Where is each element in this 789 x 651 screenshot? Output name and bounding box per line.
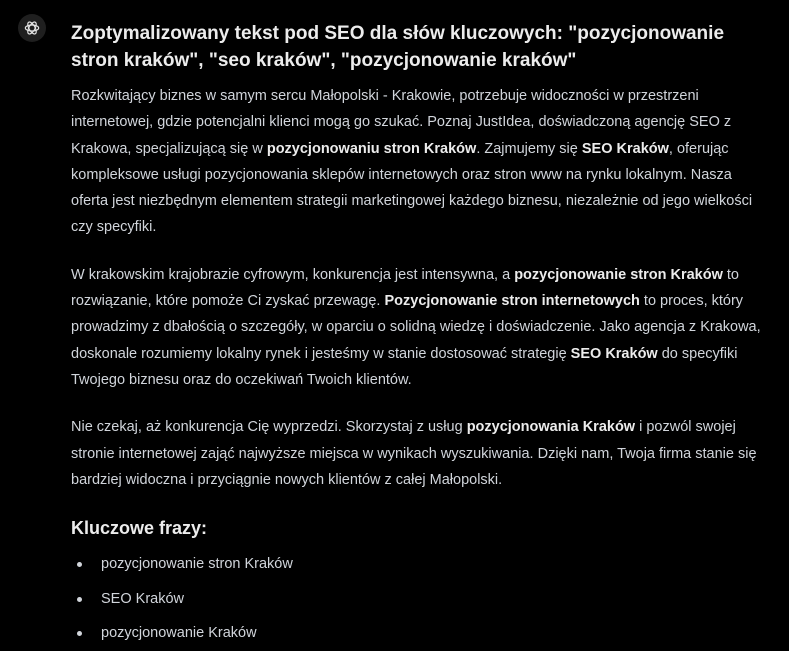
text-run: to rozwiązanie, które pomoże Ci zyskać przewagę. <box>71 266 739 310</box>
bullet-dot <box>77 562 82 567</box>
text-run: W krakowskim krajobrazie cyfrowym, konkurencja jest intensywna, a <box>71 266 515 283</box>
bullet-dot <box>77 631 82 636</box>
bullet-dot <box>77 597 82 602</box>
bold-keyword: pozycjonowaniu stron Kraków <box>266 140 477 157</box>
text-run: Nie czekaj, aż konkurencja Cię wyprzedzi. Skorzystaj z usług <box>71 419 467 436</box>
text-run: i pozwól swojej stronie internetowej zająć najwyższe miejsca w wynikach wyszukiwania. Dzięki nam, Twoja firma stanie się bardziej widoczna i przyciągnie nowych klientów z całej Małopolski. <box>71 419 757 488</box>
text-run: do specyfiki Twojego biznesu oraz do oczekiwań Twoich klientów. <box>71 345 738 388</box>
openai-logo-icon <box>22 18 42 38</box>
text-run: Rozkwitający biznes w samym sercu Małopolski - Krakowie, potrzebuje widoczności w przestrzeni internetowej, gdzie potencjalni klienci mogą go szukać. Poznaj JustIdea, doświadczoną agencję SEO z Krakowa, specjalizującą się w <box>71 88 732 157</box>
paragraph-2 <box>71 262 761 393</box>
text-run: , oferując kompleksowe usługi pozycjonowania sklepów internetowych oraz stron www na rynku lokalnym. Nasza oferta jest niezbędnym elementem strategii marketingowej każdego biznesu, niezależnie od jego wielkości czy specyfiki. <box>71 140 753 236</box>
text-run: to proces, który prowadzimy z dbałością o szczegóły, w oparciu o solidną wiedzę i doświadczenie. Jako agencja z Krakowa, doskonale rozumiemy lokalny rynek i jesteśmy w stanie dostosować strategię <box>71 293 761 362</box>
text-run: . Zajmujemy się <box>476 140 582 157</box>
message-heading: Zoptymalizowany tekst pod SEO dla słów kluczowych: "pozycjonowanie stron kraków", "seo kraków", "pozycjonowanie kraków" <box>71 23 725 71</box>
list-item <box>71 616 761 651</box>
bold-keyword: pozycjonowanie stron Kraków <box>514 266 723 283</box>
bold-keyword: Pozycjonowanie stron internetowych <box>384 293 640 310</box>
assistant-avatar <box>18 14 46 42</box>
keyword-list <box>71 547 761 651</box>
keyword-text: SEO Kraków <box>101 590 184 607</box>
bold-keyword: pozycjonowania Kraków <box>466 419 636 436</box>
bold-keyword: SEO Kraków <box>570 345 658 362</box>
keyword-text: pozycjonowanie Kraków <box>101 625 257 642</box>
keyword-text: pozycjonowanie stron Kraków <box>101 556 293 573</box>
paragraph-3 <box>71 414 761 493</box>
paragraph-1 <box>71 83 761 241</box>
bold-keyword: SEO Kraków <box>581 140 669 157</box>
keywords-heading: Kluczowe frazy: <box>71 518 208 539</box>
list-item <box>71 547 761 582</box>
assistant-message <box>71 20 761 651</box>
list-item <box>71 582 761 617</box>
